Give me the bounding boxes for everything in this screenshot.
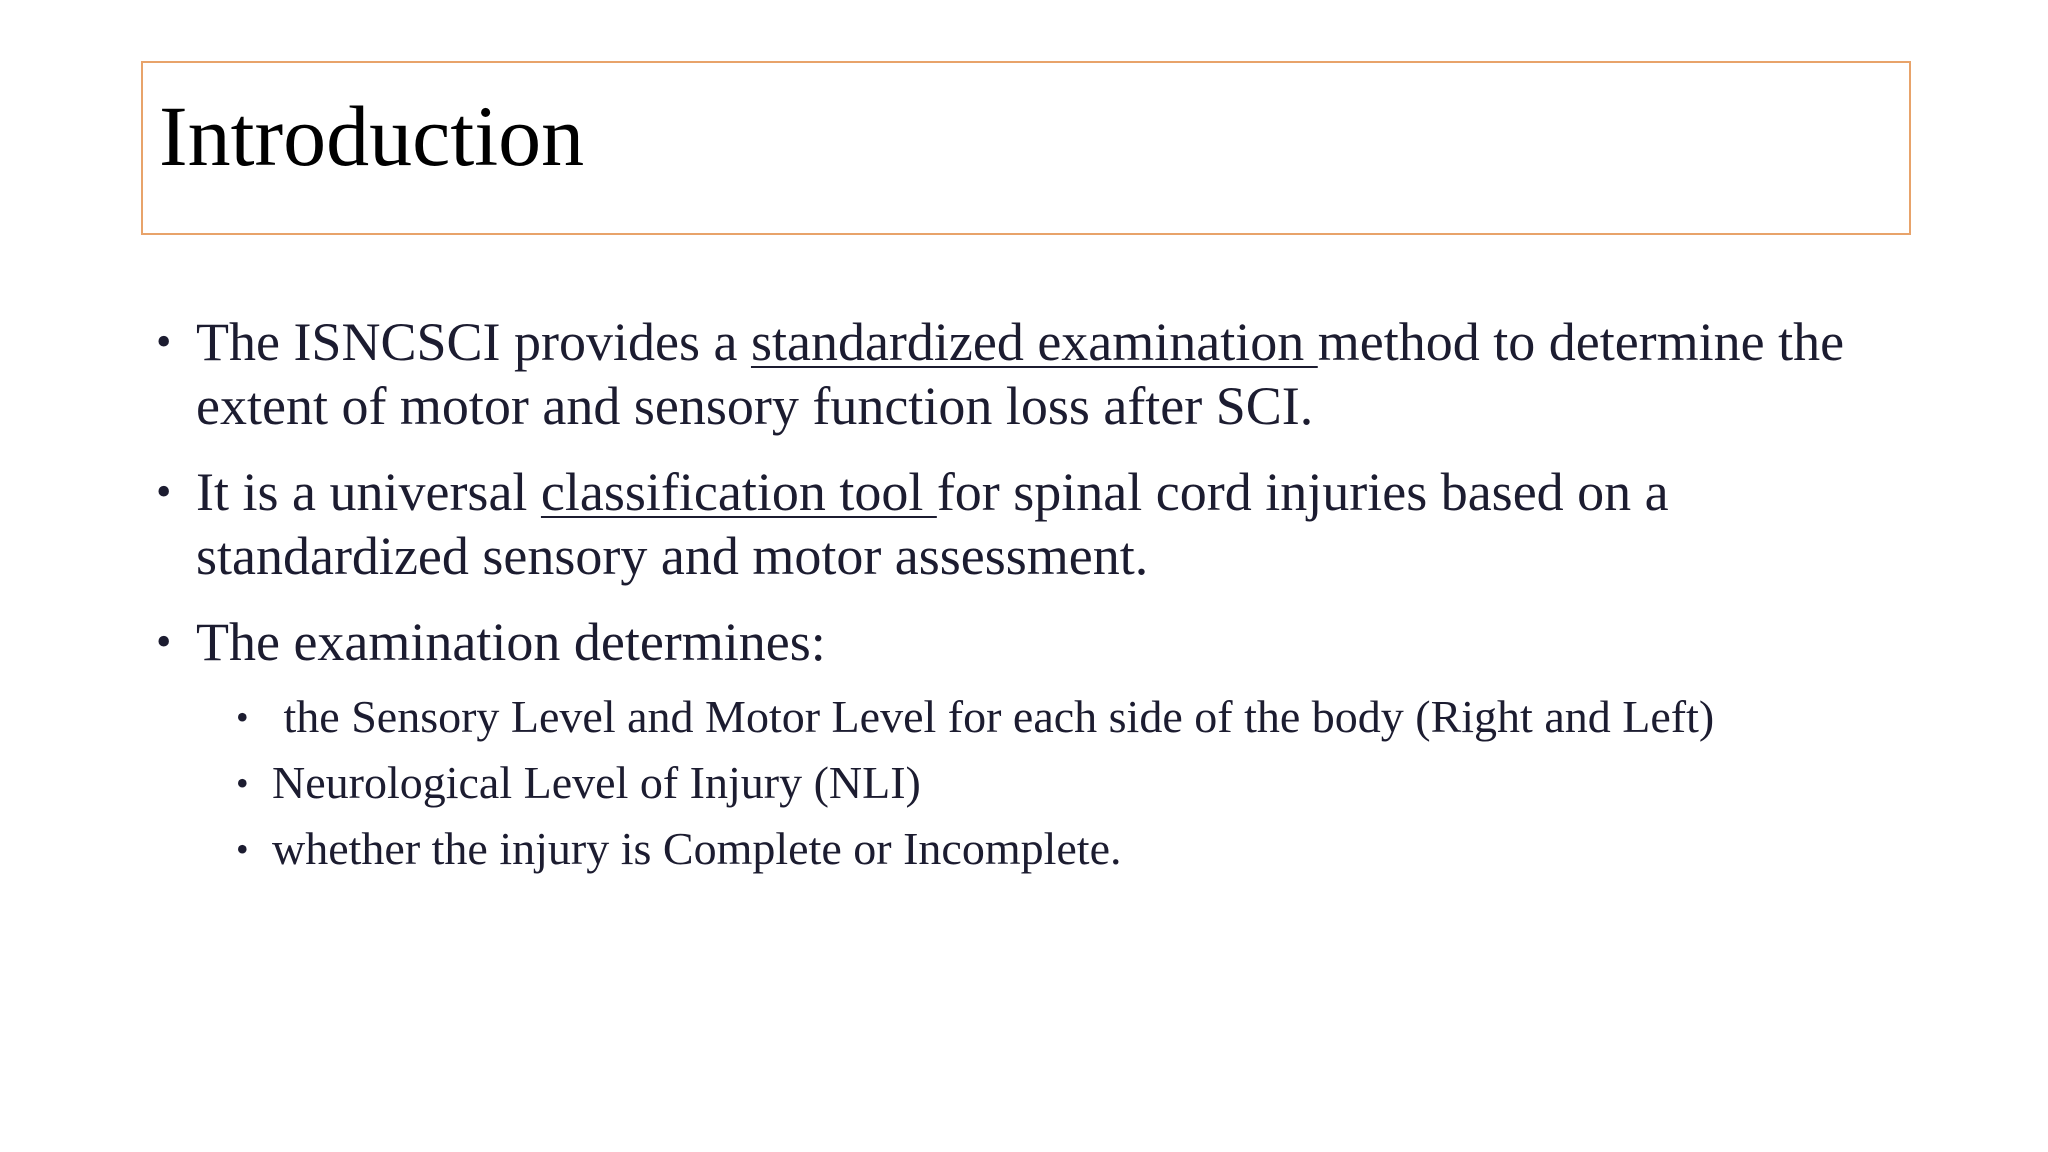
bullet-text-part: The examination determines: [196, 612, 826, 672]
bullet-dot-icon: • [156, 467, 172, 516]
sub-bullet-dot-icon: • [236, 829, 249, 869]
sub-bullet-dot-icon: • [236, 763, 249, 803]
bullet-text [196, 460, 1916, 588]
bullet-item [156, 310, 1916, 438]
underlined-term: standardized examination [750, 312, 1318, 372]
bullet-item [156, 460, 1916, 588]
bullet-list [156, 310, 1916, 882]
sub-bullet-item [236, 750, 1916, 816]
sub-bullet-list [156, 684, 1916, 882]
slide-title: Introduction [159, 88, 585, 184]
sub-bullet-text: whether the injury is Complete or Incomplete. [272, 823, 1122, 874]
sub-bullet-item [236, 684, 1916, 750]
bullet-text-part: for spinal cord injuries based on a standardized sensory and motor assessment. [196, 462, 1669, 586]
sub-bullet-text: Neurological Level of Injury (NLI) [272, 757, 921, 808]
bullet-dot-icon: • [156, 317, 172, 366]
bullet-text [196, 610, 1916, 674]
bullet-text-part: The ISNCSCI provides a [196, 312, 751, 372]
sub-bullet-item [236, 816, 1916, 882]
sub-bullet-text: the Sensory Level and Motor Level for each side of the body (Right and Left) [272, 691, 1715, 742]
underlined-term: classification tool [540, 462, 937, 522]
bullet-text-part: It is a universal [196, 462, 541, 522]
bullet-dot-icon: • [156, 617, 172, 666]
bullet-text-part: method to determine the extent of motor and sensory function loss after SCI. [196, 312, 1845, 436]
bullet-text [196, 310, 1916, 438]
title-box [141, 61, 1911, 235]
sub-bullet-dot-icon: • [236, 697, 249, 737]
bullet-item [156, 610, 1916, 674]
